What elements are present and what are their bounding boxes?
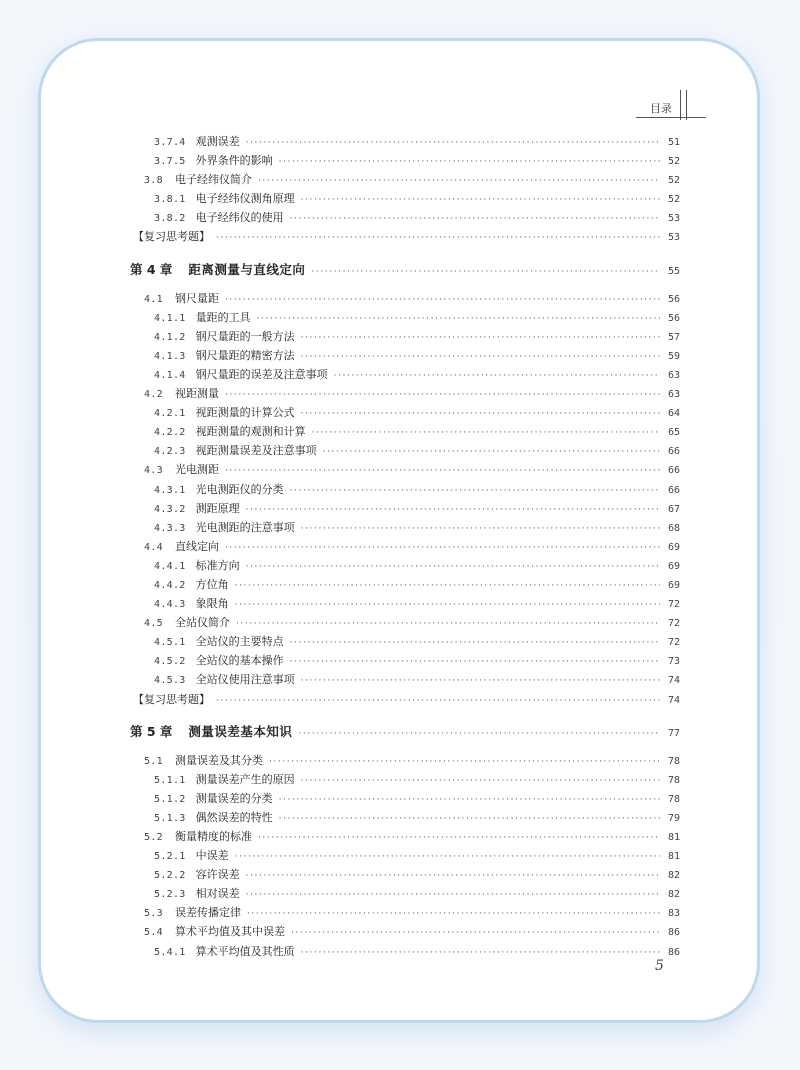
toc-section-entry[interactable] [130,903,680,922]
toc-entry-number: 4.3.2 [154,503,186,515]
running-head-bar [680,90,681,120]
toc-entry-page: 69 [667,541,680,553]
toc-subsection-entry[interactable] [130,151,680,170]
toc-leader-dots [216,692,660,711]
toc-entry-number: 4.1.4 [154,369,186,381]
toc-entry-number: 4.3.3 [154,522,186,534]
toc-subsection-entry[interactable] [130,942,680,961]
toc-leader-dots [301,191,660,210]
toc-section-entry[interactable] [130,827,680,846]
toc-entry-number: 3.8.2 [154,213,186,225]
toc-entry-number: 4.1 [144,293,163,305]
toc-entry-title: 全站仪的主要特点 [195,635,284,649]
toc-leader-dots [290,482,660,501]
toc-leader-dots [246,501,660,520]
toc-entry-page: 69 [667,560,680,572]
toc-section-entry[interactable] [130,751,680,770]
toc-entry-page: 63 [667,389,680,401]
toc-entry-page: 72 [667,599,680,611]
toc-entry-number: 4.1.1 [154,312,186,324]
toc-leader-dots [247,905,660,924]
toc-entry-title: 测量误差及其分类 [174,753,263,767]
toc-entry-page: 57 [667,331,680,343]
toc-leader-dots [279,810,660,829]
toc-leader-dots [258,172,660,191]
toc-entry-page: 79 [667,812,680,824]
toc-entry-page: 51 [667,137,680,148]
toc-subsection-entry[interactable] [130,441,680,460]
toc-leader-dots [269,753,660,772]
toc-entry-number: 4.2.1 [154,408,186,420]
toc-subsection-entry[interactable] [130,308,680,327]
toc-subsection-entry[interactable] [130,865,680,884]
toc-leader-dots [235,577,660,596]
toc-entry-title: 容许误差 [195,868,240,882]
toc-entry-title: 测量误差产生的原因 [195,772,295,786]
toc-section-entry[interactable] [130,537,680,556]
toc-section-entry[interactable] [130,170,680,189]
toc-subsection-entry[interactable] [130,575,680,594]
toc-entry-page: 86 [667,927,680,939]
toc-leader-dots [290,634,660,653]
toc-entry-page: 53 [667,232,680,244]
toc-subsection-entry[interactable] [130,594,680,613]
toc-subsection-entry[interactable] [130,189,680,208]
toc-entry-title: 测量误差基本知识 [188,723,293,739]
toc-entry-number: 5.2.1 [154,851,186,863]
toc-subsection-entry[interactable] [130,846,680,865]
toc-leader-dots [235,596,660,615]
toc-entry-number: 5.2.3 [154,889,186,901]
toc-entry-title: 偶然误差的特性 [195,810,273,824]
toc-entry-page: 65 [667,427,680,439]
toc-leader-dots [236,615,660,634]
toc-leader-dots [301,520,660,539]
toc-entry-title: 电子经纬仪简介 [174,173,252,187]
toc-entry-page: 81 [667,832,680,843]
toc-entry-number: 4.4.1 [154,560,186,572]
toc-leader-dots [216,229,660,248]
toc-entry-page: 66 [667,465,680,477]
running-head-text: 目录 [650,102,672,115]
toc-entry-number: 第 5 章 [130,723,173,739]
toc-entry-number: 5.2.2 [154,870,186,882]
toc-entry-title: 误差传播定律 [174,906,241,920]
toc-entry-number: 4.4.3 [154,599,186,611]
toc-entry-page: 83 [667,908,680,920]
toc-leader-dots [290,653,660,672]
toc-entry-title: 中误差 [195,849,229,863]
toc-entry-title: 全站仪简介 [174,616,230,630]
toc-review-entry[interactable] [130,227,680,246]
toc-entry-page: 72 [667,637,680,649]
toc-entry-number: 5.3 [144,908,163,920]
toc-entry-page: 66 [667,484,680,496]
toc-entry-title: 外界条件的影响 [195,154,273,168]
toc-entry-number: 4.5.3 [154,675,186,687]
toc-entry-number: 5.1.3 [154,812,186,824]
toc-subsection-entry[interactable] [130,480,680,499]
toc-entry-page: 74 [667,675,680,687]
toc-subsection-entry[interactable] [130,346,680,365]
toc-entry-number: 3.7.4 [154,137,186,148]
toc-leader-dots [258,829,660,848]
toc-entry-title: 钢尺量距 [174,291,219,305]
toc-subsection-entry[interactable] [130,518,680,537]
toc-entry-title: 视距测量的观测和计算 [195,425,306,439]
toc-section-entry[interactable] [130,922,680,941]
toc-entry-page: 82 [667,870,680,882]
toc-entry-title: 测距原理 [195,501,240,515]
toc-entry-number: 4.2.2 [154,427,186,439]
toc-leader-dots [323,443,660,462]
toc-leader-dots [225,291,660,310]
toc-subsection-entry[interactable] [130,808,680,827]
toc-leader-dots [311,259,660,286]
toc-entry-title: 电子经纬仪的使用 [195,211,284,225]
toc-entry-page: 86 [667,946,680,958]
toc-entry-number: 5.1.1 [154,774,186,786]
toc-entry-title: 电子经纬仪测角原理 [195,192,295,206]
toc-entry-number: 4.1.3 [154,350,186,362]
toc-entry-title: 观测误差 [195,135,240,148]
toc-leader-dots [235,848,660,867]
toc-entry-number: 3.8 [144,175,163,187]
toc-subsection-entry[interactable] [130,770,680,789]
toc-entry-title: 相对误差 [195,887,240,901]
toc-entry-page: 72 [667,618,680,630]
toc-entry-title: 钢尺量距的误差及注意事项 [195,367,328,381]
toc-leader-dots [246,886,660,905]
toc-entry-number: 4.4.2 [154,579,186,591]
toc-entry-page: 69 [667,579,680,591]
toc-leader-dots [301,329,660,348]
toc-entry-title: 光电测距的注意事项 [195,520,295,534]
toc-entry-number: 4.2 [144,389,163,401]
toc-subsection-entry[interactable] [130,789,680,808]
toc-entry-page: 78 [667,755,680,767]
toc-entry-title: 钢尺量距的精密方法 [195,348,295,362]
toc-leader-dots [225,462,660,481]
toc-leader-dots [291,924,660,943]
toc-entry-title: 光电测距仪的分类 [195,482,284,496]
toc-leader-dots [257,310,660,329]
toc-entry-title: 距离测量与直线定向 [188,261,306,277]
toc-entry-number: 3.7.5 [154,156,186,168]
toc-entry-number: 4.3.1 [154,484,186,496]
toc-leader-dots [301,348,660,367]
toc-leader-dots [312,424,660,443]
toc-leader-dots [279,153,660,172]
toc-entry-number: 4.5 [144,618,163,630]
toc-entry-number: 4.5.2 [154,656,186,668]
toc-subsection-entry[interactable] [130,422,680,441]
toc-leader-dots [246,867,660,886]
toc-entry-page: 66 [667,446,680,458]
toc-entry-number: 4.2.3 [154,446,186,458]
toc-entry-number: 5.1.2 [154,793,186,805]
toc-review-entry[interactable] [130,690,680,709]
toc-section-entry[interactable] [130,613,680,632]
toc-leader-dots [246,134,660,153]
toc-entry-page: 52 [667,194,680,206]
toc-entry-title: 测量误差的分类 [195,791,273,805]
toc-entry-title: 全站仪使用注意事项 [195,673,295,687]
toc-section-entry[interactable] [130,384,680,403]
toc-section-entry[interactable] [130,460,680,479]
toc-entry-page: 59 [667,350,680,362]
toc-entry-page: 63 [667,369,680,381]
toc-entry-page: 78 [667,793,680,805]
toc-subsection-entry[interactable] [130,632,680,651]
toc-entry-page: 77 [667,727,680,739]
running-head-bar [686,90,687,120]
toc-subsection-entry[interactable] [130,884,680,903]
page-number: 5 [655,958,664,974]
toc-subsection-entry[interactable] [130,132,680,151]
toc-entry-page: 67 [667,503,680,515]
toc-chapter-entry[interactable] [130,256,680,283]
toc-entry-title: 视距测量 [174,387,219,401]
toc-subsection-entry[interactable] [130,208,680,227]
toc-entry-title: 算术平均值及其中误差 [174,925,285,939]
toc-entry-title: 直线定向 [174,539,219,553]
toc-entry-number: 4.3 [144,465,163,477]
toc-entry-title: 象限角 [195,597,229,611]
toc-leader-dots [279,791,660,810]
toc-entry-page: 81 [667,851,680,863]
toc-entry-title: 视距测量的计算公式 [195,406,295,420]
toc-entry-page: 53 [667,213,680,225]
toc-entry-page: 52 [667,156,680,168]
toc-entry-title: 【复习思考题】 [133,230,210,244]
toc-entry-page: 56 [667,312,680,324]
toc-entry-page: 56 [667,293,680,305]
toc-entry-page: 82 [667,889,680,901]
toc-subsection-entry[interactable] [130,670,680,689]
toc-subsection-entry[interactable] [130,651,680,670]
running-head-rule [636,117,706,118]
toc-entry-page: 64 [667,408,680,420]
toc-entry-title: 【复习思考题】 [133,692,210,706]
toc-leader-dots [225,539,660,558]
toc-leader-dots [246,558,660,577]
toc-entry-number: 5.2 [144,832,163,843]
table-of-contents [130,132,680,961]
toc-entry-title: 全站仪的基本操作 [195,654,284,668]
toc-entry-number: 4.4 [144,541,163,553]
toc-entry-title: 标准方向 [195,558,240,572]
toc-leader-dots [290,210,660,229]
toc-entry-page: 68 [667,522,680,534]
toc-leader-dots [301,672,660,691]
toc-chapter-entry[interactable] [130,718,680,745]
toc-entry-title: 量距的工具 [195,310,251,324]
toc-subsection-entry[interactable] [130,365,680,384]
toc-leader-dots [301,944,660,963]
toc-entry-number: 5.4.1 [154,946,186,958]
running-head [636,98,706,120]
toc-entry-title: 衡量精度的标准 [174,830,252,843]
toc-entry-title: 视距测量误差及注意事项 [195,444,317,458]
toc-entry-title: 算术平均值及其性质 [195,944,295,958]
toc-entry-page: 74 [667,694,680,706]
toc-entry-title: 钢尺量距的一般方法 [195,329,295,343]
toc-subsection-entry[interactable] [130,499,680,518]
toc-entry-number: 3.8.1 [154,194,186,206]
toc-subsection-entry[interactable] [130,327,680,346]
toc-subsection-entry[interactable] [130,403,680,422]
toc-entry-title: 光电测距 [174,463,219,477]
toc-leader-dots [301,405,660,424]
toc-entry-number: 4.1.2 [154,331,186,343]
toc-entry-title: 方位角 [195,577,229,591]
toc-entry-page: 52 [667,175,680,187]
toc-entry-page: 55 [667,265,680,277]
toc-leader-dots [334,367,660,386]
toc-entry-number: 5.4 [144,927,163,939]
toc-entry-page: 73 [667,656,680,668]
toc-subsection-entry[interactable] [130,556,680,575]
toc-entry-number: 第 4 章 [130,261,173,277]
toc-entry-number: 4.5.1 [154,637,186,649]
toc-entry-number: 5.1 [144,755,163,767]
toc-leader-dots [298,721,660,748]
toc-leader-dots [301,772,660,791]
toc-section-entry[interactable] [130,289,680,308]
toc-entry-page: 78 [667,774,680,786]
